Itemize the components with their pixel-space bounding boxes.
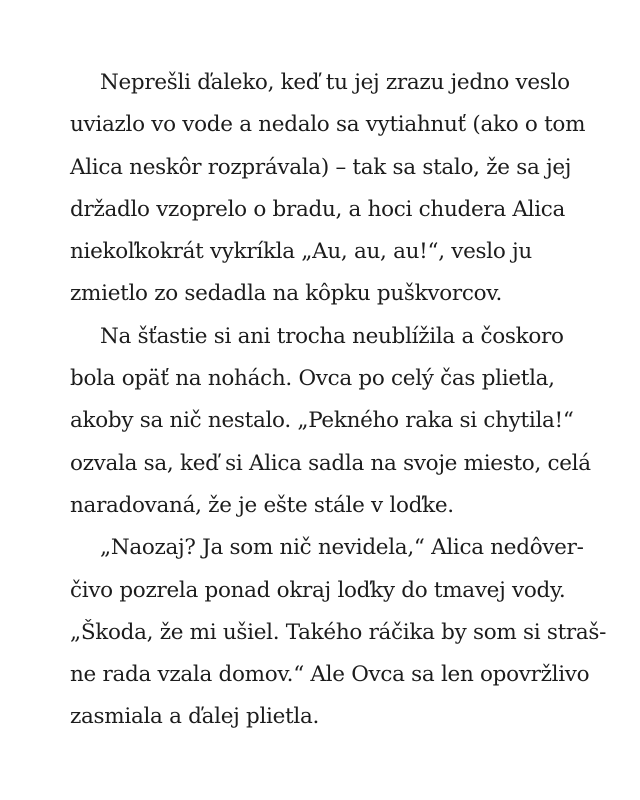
text-line: ozvala sa, keď si Alica sadla na svoje miesto, celá xyxy=(70,450,591,476)
text-line: zasmiala a ďalej plietla. xyxy=(70,704,320,730)
text-line: niekoľkokrát vykríkla „Au, au, au!“, veslo ju xyxy=(70,239,532,265)
text-line: akoby sa nič nestalo. „Pekného raka si chytila!“ xyxy=(70,408,574,434)
text-line: ne rada vzala domov.“ Ale Ovca sa len opovržlivo xyxy=(70,662,590,688)
paragraph-1 xyxy=(70,62,590,316)
book-page xyxy=(70,62,607,739)
text-line: naradovaná, že je ešte stále v loďke. xyxy=(70,492,454,518)
paragraph-2 xyxy=(70,316,590,527)
text-line: čivo pozrela ponad okraj loďky do tmavej vody. xyxy=(70,577,566,603)
text-line: „Škoda, že mi ušiel. Takého ráčika by som si straš- xyxy=(70,619,607,645)
text-line: bola opäť na nohách. Ovca po celý čas plietla, xyxy=(70,366,555,392)
text-line: „Naozaj? Ja som nič nevidela,“ Alica nedôver- xyxy=(100,535,584,561)
text-line: Alica neskôr rozprávala) – tak sa stalo, že sa jej xyxy=(70,154,572,180)
text-line: zmietlo zo sedadla na kôpku puškvorcov. xyxy=(70,281,503,307)
text-line: uviazlo vo vode a nedalo sa vytiahnuť (ako o tom xyxy=(70,112,586,138)
text-line: držadlo vzoprelo o bradu, a hoci chudera Alica xyxy=(70,196,566,222)
text-line: Na šťastie si ani trocha neublížila a čoskoro xyxy=(100,323,564,349)
text-line: Neprešli ďaleko, keď tu jej zrazu jedno veslo xyxy=(100,70,570,95)
paragraph-3 xyxy=(70,527,607,738)
